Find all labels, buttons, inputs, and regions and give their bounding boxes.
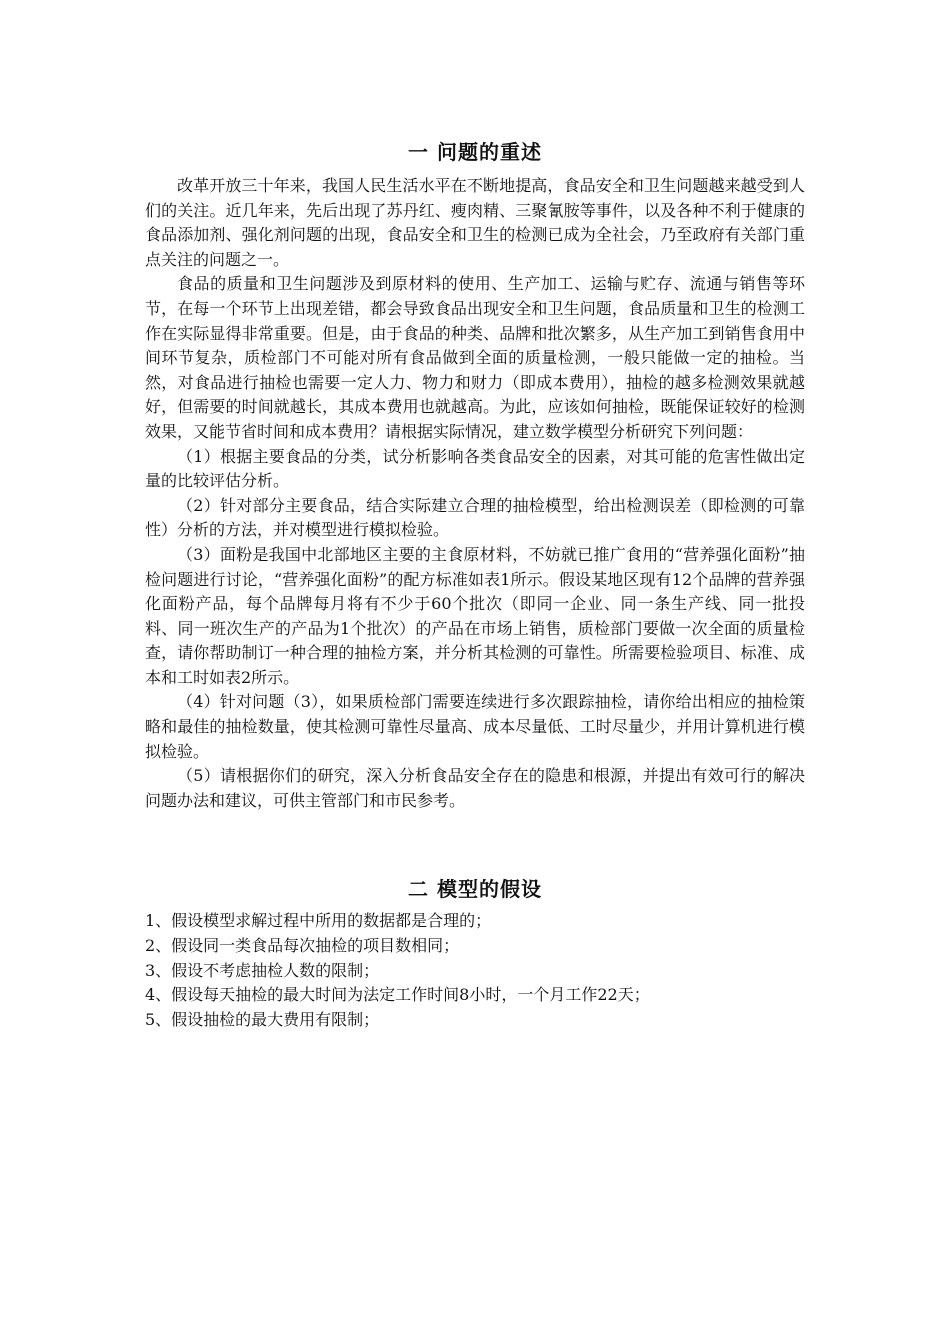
document-page xyxy=(145,138,805,1032)
question-item: （5）请根据你们的研究，深入分析食品安全存在的隐患和根源，并提出有效可行的解决问题办法和建议，可供主管部门和市民参考。 xyxy=(145,766,805,810)
question-item: （2）针对部分主要食品，结合实际建立合理的抽检模型，给出检测误差（即检测的可靠性）分析的方法，并对模型进行模拟检验。 xyxy=(145,495,805,540)
assumption-item: 1、假设模型求解过程中所用的数据都是合理的； xyxy=(145,911,492,931)
assumption-item: 3、假设不考虑抽检人数的限制； xyxy=(145,960,380,980)
question-item: （4）针对问题（3），如果质检部门需要连续进行多次跟踪抽检，请你给出相应的抽检策略和最佳的抽检数量，使其检测可靠性尽量高、成本尽量低、工时尽量少，并用计算机进行模拟检验。 xyxy=(145,692,805,761)
section-spacer xyxy=(145,813,805,875)
assumption-item: 4、假设每天抽检的最大时间为法定工作时间8小时，一个月工作22天； xyxy=(145,985,650,1005)
question-item: （1）根据主要食品的分类，试分析影响各类食品安全的因素，对其可能的危害性做出定量的比较评估分析。 xyxy=(145,446,805,491)
section2-title: 二 模型的假设 xyxy=(408,877,542,902)
question-item: （3）面粉是我国中北部地区主要的主食原材料，不妨就已推广食用的“营养强化面粉”抽检问题进行讨论，“营养强化面粉”的配方标准如表1所示。假设某地区现有12个品牌的营养强化面粉产品，每个品牌每月将有不少于60个批次（即同一企业、同一条生产线、同一批投料、同一班次生产的产品为1个批次）的产品在市场上销售，质检部门要做一次全面的质量检查，请你帮助制订一种合理的抽检方案，并分析其检测的可靠性。所需要检验项目、标准、成本和工时如表2所示。 xyxy=(145,544,805,687)
assumption-list xyxy=(145,909,805,1032)
paragraph: 食品的质量和卫生问题涉及到原材料的使用、生产加工、运输与贮存、流通与销售等环节，在每一个环节上出现差错，都会导致食品出现安全和卫生问题，食品质量和卫生的检测工作在实际显得非常重要。但是，由于食品的种类、品牌和批次繁多，从生产加工到销售食用中间环节复杂，质检部门不可能对所有食品做到全面的质量检测，一般只能做一定的抽检。当然，对食品进行抽检也需要一定人力、物力和财力（即成本费用），抽检的越多检测效果就越好，但需要的时间就越长，其成本费用也就越高。为此，应该如何抽检，既能保证较好的检测效果，又能节省时间和成本费用？请根据实际情况，建立数学模型分析研究下列问题： xyxy=(145,274,805,441)
assumption-item: 2、假设同一类食品每次抽检的项目数相同； xyxy=(145,936,460,956)
section1-title: 一 问题的重述 xyxy=(408,140,542,164)
paragraph: 改革开放三十年来，我国人民生活水平在不断地提高，食品安全和卫生问题越来越受到人们的关注。近几年来，先后出现了苏丹红、瘦肉精、三聚氰胺等事件，以及各种不利于健康的食品添加剂、强化剂问题的出现，食品安全和卫生的检测已成为全社会，乃至政府有关部门重点关注的问题之一。 xyxy=(145,176,805,269)
section1-body xyxy=(145,174,805,813)
assumption-item: 5、假设抽检的最大费用有限制； xyxy=(145,1009,380,1029)
